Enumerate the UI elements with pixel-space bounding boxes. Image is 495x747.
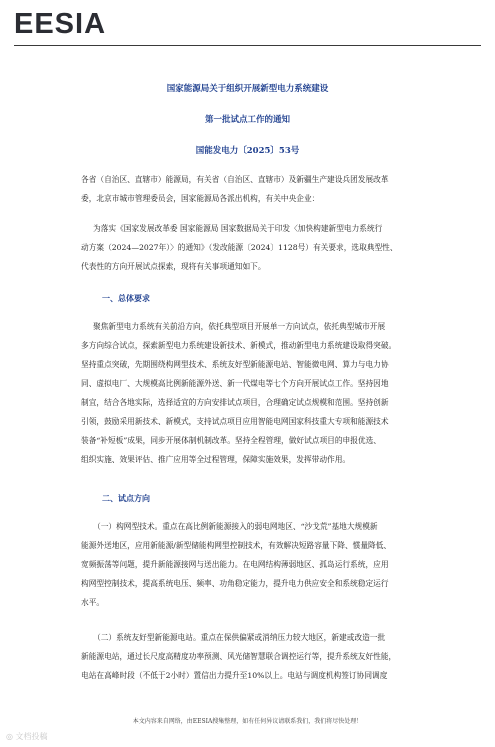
document-title-line2: 第一批试点工作的通知 (204, 115, 290, 125)
address-paragraph (81, 170, 421, 208)
text-line: 聚焦新型电力系统有关前沿方向，依托典型项目开展单一方向试点，依托典型城市开展 (93, 322, 386, 331)
general-requirements-paragraph (81, 317, 421, 469)
text-line: 制宜，结合各地实际，选择适宜的方向安排试点项目，合理确定试点规模和范围。坚持创新 (81, 398, 389, 407)
watermark: ◎ 文档投稿 (6, 732, 48, 741)
text-line: 多方向综合试点，探索新型电力系统建设新技术、新模式，推动新型电力系统建设取得突破。 (81, 341, 397, 350)
text-line: 新能源电站，通过长尺度高精度功率预测、风光储智慧联合调控运行等，提升系统友好性能， (81, 652, 397, 661)
text-line: 动方案（2024—2027年）〉的通知》（发改能源〔2024〕1128号）有关要求，选取典型性、 (81, 243, 398, 252)
document-number: 国能发电力〔2025〕53号 (195, 146, 300, 156)
text-line: （二）系统友好型新能源电站。重点在保供偏紧或消纳压力较大地区，新建或改造一批 (93, 633, 386, 642)
document-title-line1: 国家能源局关于组织开展新型电力系统建设 (166, 84, 329, 94)
text-line: 水平。 (81, 598, 105, 607)
text-line: 引领，鼓励采用新技术、新模式，支持试点项目应用智能电网国家科技重大专项和能源技术 (81, 417, 389, 426)
text-line: 装备“补短板”成果，同步开展体制机制改革。坚持全程管理，做好试点项目的申报优选、 (81, 436, 381, 445)
section-heading-general: 一、总体要求 (102, 293, 150, 303)
text-line: 同、虚拟电厂、大规模高比例新能源外送、新一代煤电等七个方向开展试点工作。坚持因地 (81, 379, 389, 388)
header-divider (14, 45, 481, 46)
direction-item-2-paragraph (81, 628, 421, 685)
text-line: （一）构网型技术。重点在高比例新能源接入的弱电网地区、“沙戈荒”基地大规模新 (93, 522, 378, 531)
text-line: 宽频振荡等问题，提升新能源接网与送出能力。在电网结构薄弱地区、孤岛运行系统，应用 (81, 560, 389, 569)
section-heading-directions: 二、试点方向 (102, 493, 150, 503)
eesia-logo: EESIA (14, 8, 107, 40)
text-line: 代表性的方向开展试点探索，现将有关事项通知如下。 (81, 262, 266, 271)
direction-item-1-paragraph (81, 517, 421, 612)
footer-notice: 本文内容来自网络，由EESIA搜集整理，如有任何异议请联系我们，我们将尽快处理！ (132, 718, 363, 725)
text-line: 电站在高峰时段（不低于2小时）置信出力提升至10%以上。电站与调度机构签订协同调度 (81, 671, 388, 680)
text-line: 构网型控制技术，提高系统电压、频率、功角稳定能力，提升电力供应安全和系统稳定运行 (81, 579, 389, 588)
text-line: 组织实施、效果评估、推广应用等全过程管理，保障实施效果，发挥带动作用。 (81, 455, 351, 464)
text-line: 委，北京市城市管理委员会，国家能源局各派出机构，有关中央企业： (81, 194, 320, 203)
text-line: 为落实《国家发展改革委 国家能源局 国家数据局关于印发〈加快构建新型电力系统行 (93, 224, 383, 233)
text-line: 坚持重点突破，先期围绕构网型技术、系统友好型新能源电站、智能微电网、算力与电力协 (81, 360, 389, 369)
text-line: 能源外送地区，应用新能源/新型储能构网型控制技术，有效解决短路容量下降、惯量降低、 (81, 541, 392, 550)
text-line: 各省（自治区、直辖市）能源局，有关省（自治区、直辖市）及新疆生产建设兵团发展改革 (81, 175, 389, 184)
intro-paragraph (81, 219, 421, 276)
